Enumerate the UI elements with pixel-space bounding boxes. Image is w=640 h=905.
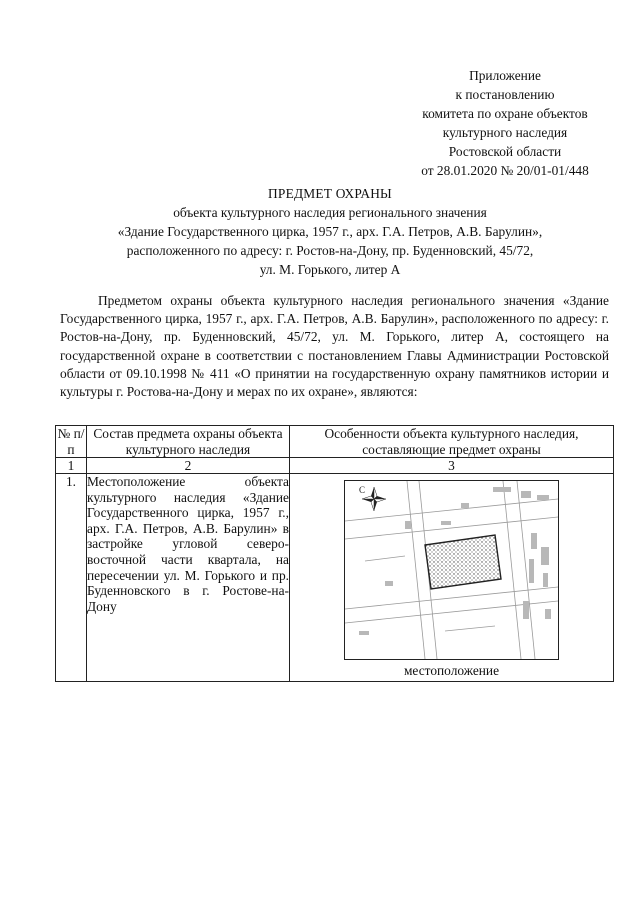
appendix-line: Приложение	[469, 68, 541, 83]
appendix-line: комитета по охране объектов	[422, 106, 588, 121]
appendix-block	[400, 66, 610, 180]
document-title: ПРЕДМЕТ ОХРАНЫ	[268, 186, 392, 201]
compass-icon	[362, 487, 386, 511]
table-row	[56, 474, 614, 682]
location-map-image	[345, 481, 558, 659]
header-features: Особенности объекта культурного наследия, составляющие предмет охраны	[290, 426, 614, 458]
map-cell	[290, 474, 614, 682]
appendix-line: от 28.01.2020 № 20/01-01/448	[421, 163, 589, 178]
column-number: 1	[56, 458, 87, 474]
header-composition: Состав предмета охраны объекта культурного наследия	[87, 426, 290, 458]
map-caption: местоположение	[403, 663, 500, 678]
compass-north-label: С	[359, 485, 366, 495]
appendix-line: культурного наследия	[442, 125, 568, 140]
table-header-row	[56, 426, 614, 458]
column-number: 2	[87, 458, 290, 474]
row-description: Местоположение объекта культурного наследия «Здание Государственного цирка, 1957 г., арх. Г.А. Петров, А.В. Барулин» в застройке угловой северо-восточной части квартала, на пересечении ул. М. Горького и пр. Буденновского в г. Ростове-на-Дону	[87, 474, 290, 682]
document-heading	[40, 184, 620, 279]
heading-line: расположенного по адресу: г. Ростов-на-Дону, пр. Буденновский, 45/72,	[126, 243, 534, 258]
heading-line: «Здание Государственного цирка, 1957 г., арх. Г.А. Петров, А.В. Барулин»,	[117, 224, 543, 239]
appendix-line: к постановлению	[455, 87, 555, 102]
column-number-row	[56, 458, 614, 474]
header-number: № п/п	[57, 426, 85, 457]
location-map	[344, 480, 559, 660]
column-number: 3	[290, 458, 614, 474]
row-number: 1.	[56, 474, 87, 682]
appendix-line: Ростовской области	[448, 144, 562, 159]
body-paragraph: Предметом охраны объекта культурного наследия регионального значения «Здание Государственного цирка, 1957 г., арх. Г.А. Петров, А.В. Барулин», расположенного по адресу: г. Ростов-на-Дону, пр. Буденновский, 45/72, ул. М. Горького, литер А, состоящего на государственной охране в соответствии с постановлением Главы Администрации Ростовской области от 09.10.1998 № 411 «О принятии на государственную охрану памятников истории и культуры г. Ростова-на-Дону и мерах по их охране», являются:	[60, 293, 609, 400]
protection-subject-table	[55, 425, 614, 682]
heading-line: объекта культурного наследия регионального значения	[173, 205, 487, 220]
heading-line: ул. М. Горького, литер А	[259, 262, 401, 277]
circus-building-footprint	[425, 535, 501, 589]
